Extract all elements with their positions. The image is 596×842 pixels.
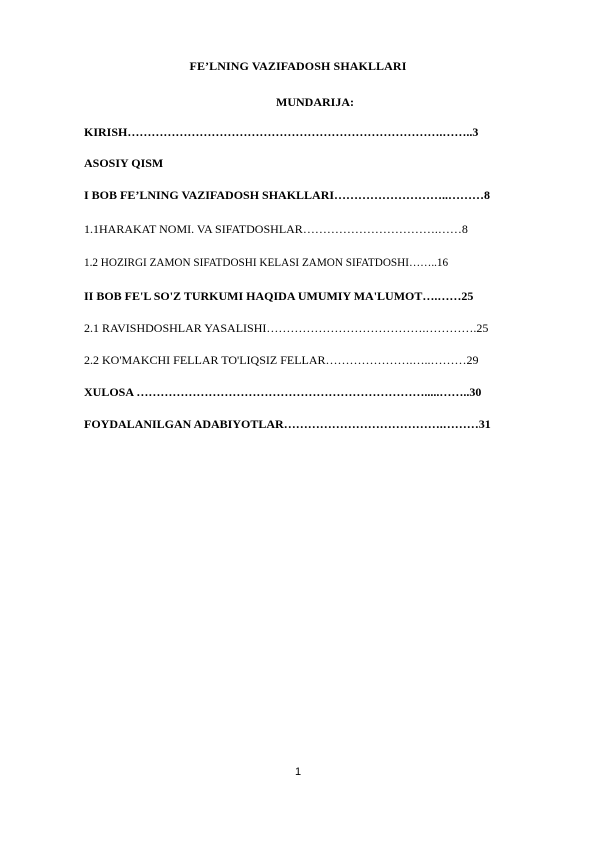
toc-entry-section-1-1: 1.1HARAKAT NOMI. VA SIFATDOSHLAR…………………………….……8 (84, 222, 468, 236)
document-title: FE’LNING VAZIFADOSH SHAKLLARI (189, 59, 407, 73)
toc-entry-chapter-2: II BOB FE'L SO'Z TURKUMI HAQIDA UMUMIY MA'LUMOT….……25 (84, 289, 474, 303)
toc-heading: MUNDARIJA: (276, 95, 354, 109)
toc-entry-section-2-2: 2.2 KO'MAKCHI FELLAR TO'LIQSIZ FELLAR………………….…..………29 (84, 353, 479, 367)
toc-entry-asosiy-qism: ASOSIY QISM (84, 156, 164, 170)
toc-entry-xulosa: XULOSA ……………………………………………………………….....……..30 (84, 385, 482, 399)
toc-entry-chapter-1: I BOB FE’LNING VAZIFADOSH SHAKLLARI………………………..………8 (84, 188, 491, 202)
page-number: 1 (294, 766, 302, 778)
toc-entry-references: FOYDALANILGAN ADABIYOTLAR………………………………….………31 (84, 417, 491, 431)
toc-entry-kirish: KIRISH…………………………………………………………………….……..3 (84, 125, 479, 139)
toc-entry-section-1-2: 1.2 HOZIRGI ZAMON SIFATDOSHI KELASI ZAMON SIFATDOSHI……..16 (84, 257, 449, 269)
toc-entry-section-2-1: 2.1 RAVISHDOSHLAR YASALISHI………………………………….………….25 (84, 321, 489, 335)
